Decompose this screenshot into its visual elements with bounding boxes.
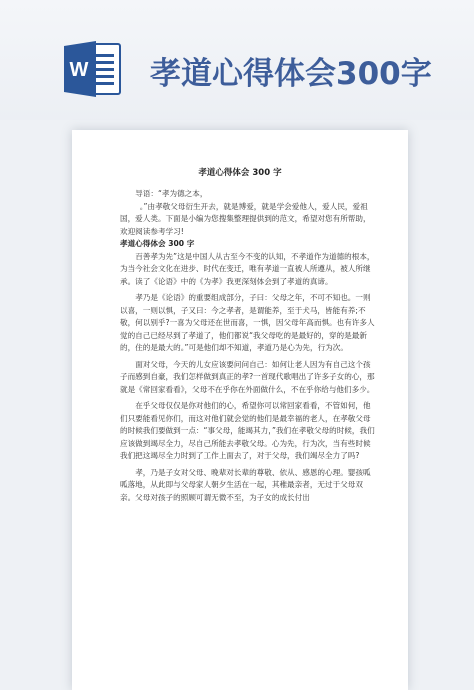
paragraph: 。”由孝敬父母衍生开去，就是博爱，就是学会爱他人，爱人民，爱祖国，爱人类。下面是小编为您搜集整理提供到的范文，希望对您有所帮助，欢迎阅读参考学习! xyxy=(120,201,371,236)
paragraph: 在乎父母仅仅是你对他们的心，希望你可以常回家看看，不管如何，他们只要能看见你们，而这对他们就会觉的他们是最幸福的老人，在孝敬父母的时候我们要做到一点：“事父母，能竭其力，”我们在孝敬父母的时候，我们应该做到竭尽全力，尽自己所能去孝敬父母。心为先，行为次，当有些时候我们把这竭尽全力时到了工作上面去了，对于父母，我们竭尽全力了吗? xyxy=(120,401,375,460)
document-title: 孝道心得体会 300 字 xyxy=(198,168,282,178)
svg-text:W: W xyxy=(69,59,89,81)
paragraph: 孝，乃是子女对父母、晚辈对长辈的尊敬、依从、感恩的心理。婴孩呱呱落地，从此即与父母家人朝夕生活在一起，其稚最亲者，无过于父母双亲。父母对孩子的照顾可谓无微不至，为子女的成长付出 xyxy=(120,467,371,502)
section-heading: 孝道心得体会 300 字 xyxy=(120,239,195,248)
word-icon xyxy=(62,38,124,100)
document-body xyxy=(120,188,376,504)
document-page xyxy=(72,130,408,690)
paragraph: 孝乃是《论语》的重要组成部分，子曰：父母之年，不可不知也。一则以喜，一则以惧，子又曰：今之孝者，是谓能养，至于犬马，皆能有养;不敬，何以别乎?一喜为父母还在世而喜，一惧，因父母年高而惧。也有许多人觉的自己已经尽到了孝道了，他们都说“我父母吃的是最好的，穿的是最新的，住的是最大的。”可是他们却不知道，孝道乃是心为先，行为次。 xyxy=(120,293,375,352)
document-banner xyxy=(0,0,474,120)
paragraph: 百善孝为先”这是中国人从古至今不变的认知，不孝道作为道德的根本，为当今社会文化在进步、时代在变迁，唯有孝道一直被人所遵从，被人所继承。读了《论语》中的《为孝》我更深刻体会到了孝道的真谛。 xyxy=(120,251,375,286)
paragraph: 面对父母，今天的儿女应该要问问自己：如何让老人因为有自己这个孩子而感到自豪，我们怎样做到真正的孝?一首现代歌唱出了许多子女的心，那就是《常回家看看》，父母不在乎你在外面做什么，不在乎你给与他们多少。 xyxy=(120,359,375,394)
paragraph: 导语：“孝为德之本， xyxy=(135,189,208,198)
banner-title: 孝道心得体会300字 xyxy=(150,56,432,92)
